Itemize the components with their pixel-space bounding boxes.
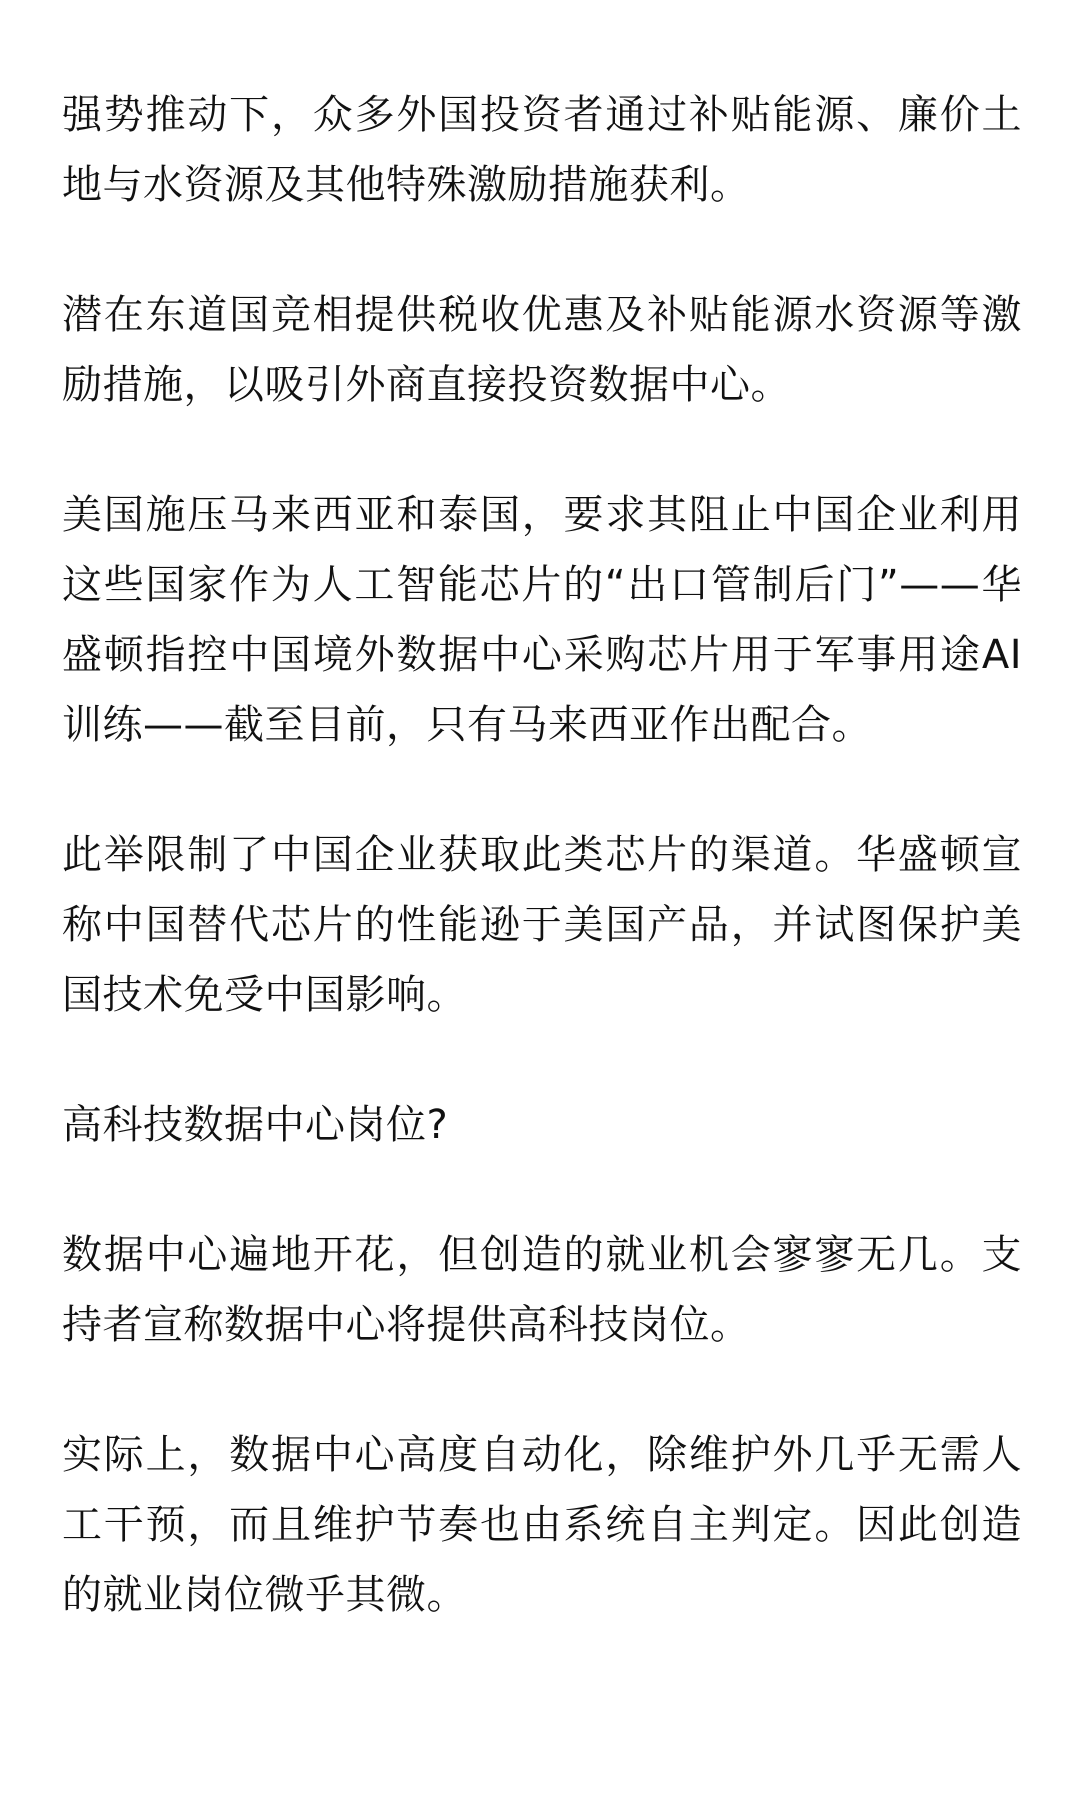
- paragraph-host-countries: 潜在东道国竞相提供税收优惠及补贴能源水资源等激励措施，以吸引外商直接投资数据中心。: [62, 292, 1022, 408]
- section-heading-jobs: 高科技数据中心岗位?: [62, 1102, 449, 1148]
- paragraph-few-jobs: 数据中心遍地开花，但创造的就业机会寥寥无几。支持者宣称数据中心将提供高科技岗位。: [62, 1232, 1022, 1348]
- paragraph-chip-restriction: 此举限制了中国企业获取此类芯片的渠道。华盛顿宣称中国替代芯片的性能逊于美国产品，并试图保护美国技术免受中国影响。: [62, 832, 1022, 1018]
- paragraph-automation: 实际上，数据中心高度自动化，除维护外几乎无需人工干预，而且维护节奏也由系统自主判定。因此创造的就业岗位微乎其微。: [62, 1432, 1022, 1618]
- article-body: [62, 80, 1022, 1690]
- paragraph-us-pressure: 美国施压马来西亚和泰国，要求其阻止中国企业利用这些国家作为人工智能芯片的“出口管制后门”——华盛顿指控中国境外数据中心采购芯片用于军事用途AI训练——截至目前，只有马来西亚作出配合。: [62, 492, 1022, 748]
- paragraph-incentives-profit: 强势推动下，众多外国投资者通过补贴能源、廉价土地与水资源及其他特殊激励措施获利。: [62, 92, 1022, 208]
